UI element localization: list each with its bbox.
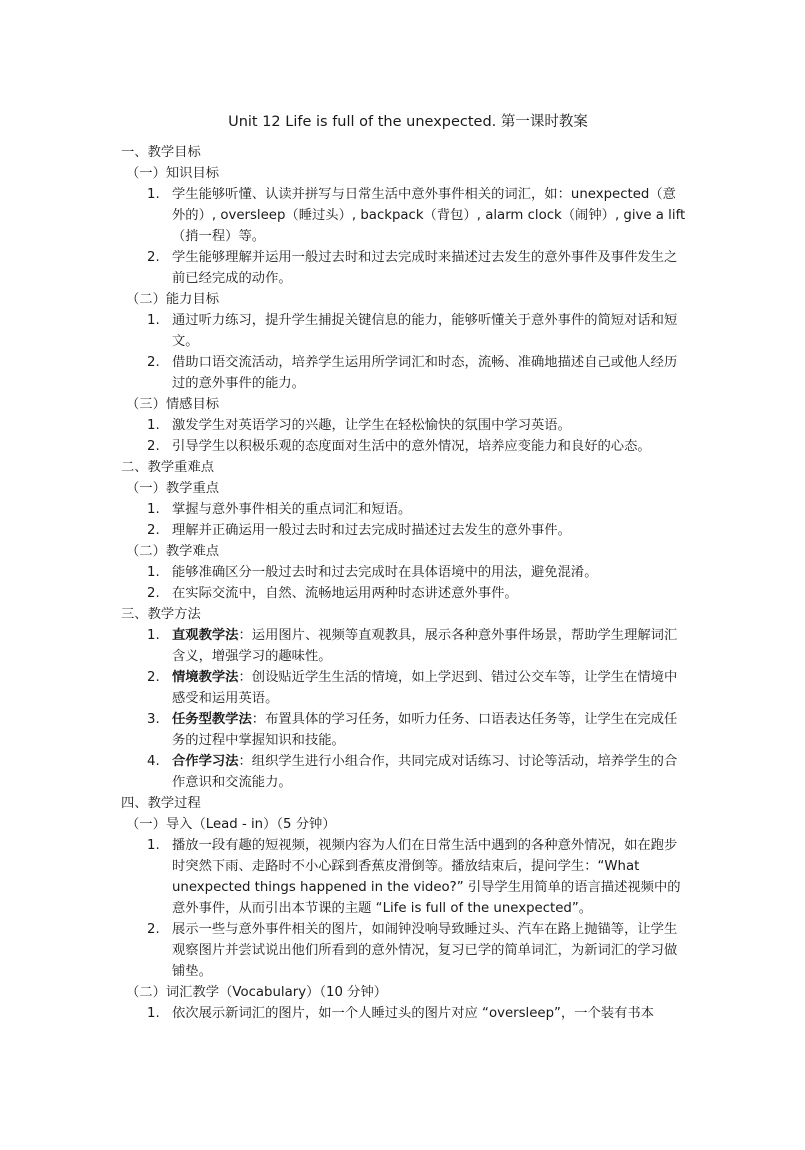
list-number: 2.	[147, 250, 160, 265]
list-item	[121, 415, 687, 436]
list-number: 2.	[147, 355, 160, 370]
list-item-text	[172, 709, 687, 751]
subsection-heading: （一）导入（Lead - in）（5 分钟）	[126, 817, 336, 832]
list-number: 2.	[147, 439, 160, 454]
numbered-list	[121, 1003, 687, 1024]
list-item-text	[172, 751, 687, 793]
list-number: 2.	[147, 922, 160, 937]
method-term: 情境教学法	[172, 670, 239, 685]
list-item	[121, 1003, 687, 1024]
list-number: 2.	[147, 586, 160, 601]
list-item-text: 能够准确区分一般过去时和过去完成时在具体语境中的用法，避免混淆。	[172, 565, 598, 580]
list-item	[121, 184, 687, 247]
list-item-text	[172, 667, 687, 709]
list-item-text: 展示一些与意外事件相关的图片，如闹钟没响导致睡过头、汽车在路上抛锚等，让学生观察图片并尝试说出他们所看到的意外情况，复习已学的简单词汇，为新词汇的学习做铺垫。	[172, 922, 678, 979]
document-body	[121, 110, 687, 1024]
numbered-list	[121, 310, 687, 394]
list-number: 1.	[147, 418, 160, 433]
numbered-list	[121, 835, 687, 982]
list-number: 2.	[147, 670, 160, 685]
list-number: 1.	[147, 628, 160, 643]
method-description: ：创设贴近学生生活的情境，如上学迟到、错过公交车等，让学生在情境中感受和运用英语。	[172, 670, 678, 706]
method-term: 直观教学法	[172, 628, 239, 643]
section-heading: 三、教学方法	[121, 607, 201, 622]
list-item	[121, 352, 687, 394]
list-item	[121, 835, 687, 919]
list-item	[121, 310, 687, 352]
list-item-text: 借助口语交流活动，培养学生运用所学词汇和时态，流畅、准确地描述自己或他人经历过的意外事件的能力。	[172, 355, 678, 391]
subsection-heading: （三）情感目标	[126, 397, 220, 412]
list-item-text: 引导学生以积极乐观的态度面对生活中的意外情况，培养应变能力和良好的心态。	[172, 439, 651, 454]
list-number: 1.	[147, 565, 160, 580]
list-item	[121, 583, 687, 604]
list-item	[121, 436, 687, 457]
list-item-text: 激发学生对英语学习的兴趣，让学生在轻松愉快的氛围中学习英语。	[172, 418, 571, 433]
list-item	[121, 919, 687, 982]
list-item	[121, 247, 687, 289]
subsection-heading: （二）教学难点	[126, 544, 220, 559]
list-item-text: 依次展示新词汇的图片，如一个人睡过头的图片对应 “oversleep”，一个装有书本	[172, 1006, 654, 1021]
list-number: 1.	[147, 1006, 160, 1021]
list-item	[121, 520, 687, 541]
section-heading: 一、教学目标	[121, 145, 201, 160]
method-term: 任务型教学法	[172, 712, 252, 727]
list-item	[121, 499, 687, 520]
list-number: 4.	[147, 754, 160, 769]
list-item-text: 理解并正确运用一般过去时和过去完成时描述过去发生的意外事件。	[172, 523, 571, 538]
list-number: 1.	[147, 502, 160, 517]
list-number: 1.	[147, 187, 160, 202]
section-heading: 四、教学过程	[121, 796, 201, 811]
section-heading: 二、教学重难点	[121, 460, 215, 475]
list-number: 1.	[147, 838, 160, 853]
list-item	[121, 709, 687, 751]
numbered-list	[121, 184, 687, 289]
method-term: 合作学习法	[172, 754, 239, 769]
numbered-list	[121, 499, 687, 541]
page-title: Unit 12 Life is full of the unexpected. 第一课时教案	[228, 114, 588, 130]
list-item-text: 在实际交流中，自然、流畅地运用两种时态讲述意外事件。	[172, 586, 518, 601]
list-item-text: 学生能够听懂、认读并拼写与日常生活中意外事件相关的词汇，如：unexpected（意外的）, oversleep（睡过头）, backpack（背包）, alarm clock（闹钟）, give a lift（捎一程）等。	[172, 187, 686, 244]
method-description: ：布置具体的学习任务，如听力任务、口语表达任务等，让学生在完成任务的过程中掌握知识和技能。	[172, 712, 678, 748]
method-description: ：组织学生进行小组合作，共同完成对话练习、讨论等活动，培养学生的合作意识和交流能力。	[172, 754, 678, 790]
numbered-list	[121, 625, 687, 793]
subsection-heading: （二）能力目标	[126, 292, 220, 307]
subsection-heading: （二）词汇教学（Vocabulary）（10 分钟）	[126, 985, 388, 1000]
list-item-text: 学生能够理解并运用一般过去时和过去完成时来描述过去发生的意外事件及事件发生之前已经完成的动作。	[172, 250, 678, 286]
list-item	[121, 562, 687, 583]
subsection-heading: （一）知识目标	[126, 166, 220, 181]
numbered-list	[121, 415, 687, 457]
list-item	[121, 625, 687, 667]
list-item-text: 通过听力练习，提升学生捕捉关键信息的能力，能够听懂关于意外事件的简短对话和短文。	[172, 313, 678, 349]
list-item-text: 播放一段有趣的短视频，视频内容为人们在日常生活中遇到的各种意外情况，如在跑步时突然下雨、走路时不小心踩到香蕉皮滑倒等。播放结束后，提问学生：“What unexpected things happened in the video?” 引导学生用简单的语言描述视频中的意外事件，从而引出本节课的主题 “Life is full of the unexpected”。	[172, 838, 681, 916]
list-item-text: 掌握与意外事件相关的重点词汇和短语。	[172, 502, 412, 517]
list-item	[121, 751, 687, 793]
subsection-heading: （一）教学重点	[126, 481, 220, 496]
list-number: 2.	[147, 523, 160, 538]
list-item-text	[172, 625, 687, 667]
list-number: 1.	[147, 313, 160, 328]
numbered-list	[121, 562, 687, 604]
list-item	[121, 667, 687, 709]
method-description: ：运用图片、视频等直观教具，展示各种意外事件场景，帮助学生理解词汇含义，增强学习的趣味性。	[172, 628, 678, 664]
list-number: 3.	[147, 712, 160, 727]
